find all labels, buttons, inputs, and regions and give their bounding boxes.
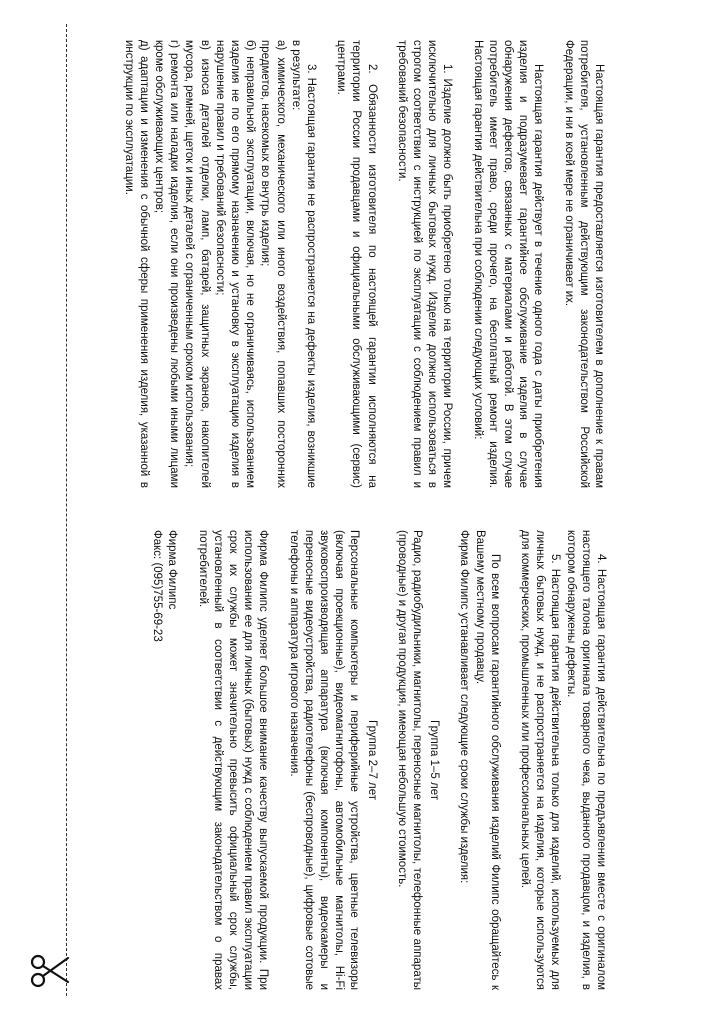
condition-5: 5. Настоящая гарантия действительна только для изделий, используемых для личных бытовых нужд, и не распространяется на изделия, которые используются для коммерческих, промышленных или профессиональных целей. [518,530,562,990]
right-column [149,530,702,990]
exclusion-item: в) износа деталей отделки, ламп, батарей, защитных экранов, накопителей мусора, ремней, щеток и иных деталей с ограниченным сроком использования; [183,40,211,488]
condition-3-heading: 3. Настоящая гарантия не распространяется на дефекты изделия, возникшие в результате: [289,40,317,488]
signature-company: Фирма Филипс [166,530,179,610]
left-column [120,40,702,488]
group-2-title: Группа 2–7 лет [365,719,378,801]
validity-paragraph: Настоящая гарантия действует в течение одного года с даты приобретения изделия и подразумевает гарантийное обслуживание изделия в случае обнаружения дефектов, связанных с материалами и работой. В этом случае потребитель имеет право, среди прочего, на бесплатный ремонт изделия. Настоящая гарантия действительна при соблюдении следующих условий: [471,40,545,488]
service-life-intro: Фирма Филипс устанавливает следующие сроки службы изделия: [458,530,471,884]
exclusion-item: д) адаптации и изменения с обычной сферы применения изделия, указанной в инструкции по эксплуатации. [122,40,150,488]
signature-fax: Факс: (095)755-69-23 [151,530,164,642]
condition-2: 2. Обязанности изготовителя по настоящей гарантии исполняются на территории России продавцами и официальными обслуживающими (сервис) центрами. [335,40,378,488]
condition-3 [120,40,318,488]
condition-1: 1. Изделие должно быть приобретено только на территории России, причем исключительно для личных бытовых нужд. Изделие должно использоваться в строгом соответствии с инструкцией по эксплуатации с соблюдением правил и требований безопасности. [395,40,454,488]
group-2-text: Персональные компьютеры и периферийные устройства, цветные телевизоры (включая проекционные), видеомагнитофоны, автомобильные магнитолы, Hi-Fi звуковоспроизводящая аппаратура (включая компоненты), видеокамеры и переносные видеоустройства, радиотелефоны (беспроводные), цифровые сотовые телефоны и аппаратура игрового назначения. [287,530,361,990]
contact-paragraph: По всем вопросам гарантийного обслуживания изделий Филипс обращайтесь к Вашему местному продавцу. [473,530,501,990]
exclusion-item: б) неправильной эксплуатации, включая, но не ограничиваясь, использованием изделия не по его прямому назначению и установку в эксплуатацию изделия в нарушение правил и требований безопасности; [213,40,257,488]
quality-paragraph: Фирма Филипс уделяет большое внимание качеству выпускаемой продукции. При использовании ее для личных (бытовых) нужд с соблюдением правил эксплуатации срок их службы может значительно превысить официальный срок службы, установленный в соответствии с действующим законодательством о правах потребителей. [196,530,270,990]
intro-paragraph: Настоящая гарантия предоставляется изготовителем в дополнение к правам потребителя, установленным действующим законодательством Российской Федерации, и ни в коей мере не ограничивает их. [562,40,605,488]
group-1-title: Группа 1–5 лет [428,719,441,801]
group-1-text: Радио, радиобудильники, магнитолы, переносные магнитолы, телефонные аппараты (проводные) и другая продукция, имеющая небольшую стоимость. [395,530,423,990]
exclusion-item: г) ремонта или наладки изделия, если они произведены любыми иными лицами кроме обслуживающих центров; [152,40,181,488]
condition-4: 4. Настоящая гарантия действительна по предъявлении вместе с оригиналом настоящего талона оригинала товарного чека, выданного продавцом, и изделия, в котором обнаружены дефекты. [564,530,607,990]
exclusion-item: а) химического, механического или иного воздействия, попавших посторонних предметов, насекомых во внутрь изделия; [259,40,287,488]
